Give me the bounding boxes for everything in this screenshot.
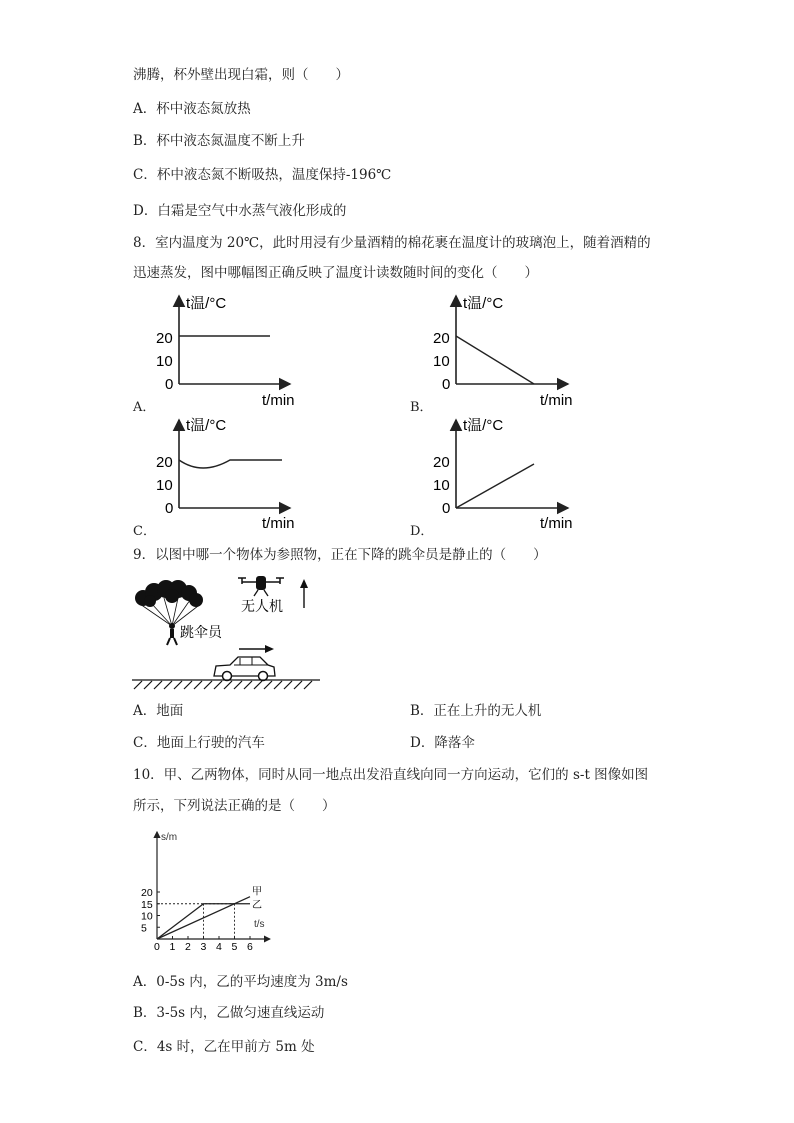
q9-option-d: D．降落伞 [410, 735, 475, 751]
x-tick-label: 2 [185, 941, 191, 953]
q9-figure [130, 568, 330, 690]
q7-option-d: D．白霜是空气中水蒸气液化形成的 [133, 203, 347, 219]
y-axis-label: t温/°C [463, 417, 504, 434]
y-tick-label: 5 [141, 922, 147, 935]
x-axis-label: t/min [262, 392, 295, 409]
q8-graph-d [408, 410, 608, 534]
q9-stem: 9．以图中哪一个物体为参照物，正在下降的跳伞员是静止的（ ） [133, 547, 547, 563]
y-axis-label: t温/°C [463, 295, 504, 312]
up-arrow-icon [300, 579, 308, 608]
tick-0: 0 [442, 500, 451, 517]
tick-20: 20 [156, 454, 173, 471]
q8-label-a: A． [133, 400, 156, 415]
x-tick-label: 6 [247, 941, 253, 953]
q8-label-d: D． [410, 524, 434, 539]
y-axis-label: t温/°C [186, 295, 227, 312]
tick-0: 0 [442, 376, 451, 393]
tick-10: 10 [156, 353, 173, 370]
jumper-label: 跳伞员 [180, 624, 222, 640]
q10-option-c: C．4s 时，乙在甲前方 5m 处 [133, 1039, 315, 1055]
series-label-yi: 乙 [252, 899, 262, 911]
q8-graph-b [408, 290, 608, 412]
x-tick-label: 5 [231, 941, 238, 953]
q10-option-a: A．0-5s 内，乙的平均速度为 3m/s [133, 974, 348, 990]
x-tick-label: 4 [216, 941, 222, 953]
tick-20: 20 [156, 330, 173, 347]
q9-option-b: B．正在上升的无人机 [410, 703, 542, 719]
drone-label: 无人机 [241, 598, 283, 614]
q10-stem-line2: 所示，下列说法正确的是（ ） [133, 798, 336, 814]
x-axis-label: t/s [254, 919, 265, 930]
x-tick-label: 1 [169, 941, 176, 953]
ground [132, 680, 320, 689]
q9-option-a: A．地面 [133, 703, 184, 719]
tick-0: 0 [165, 376, 174, 393]
q8-graph-a [130, 290, 330, 412]
q7-stem: 沸腾，杯外壁出现白霜，则（ ） [133, 67, 349, 83]
y-tick-label: 20 [141, 887, 153, 899]
temp-curve [179, 460, 282, 468]
temp-curve [456, 464, 534, 508]
tick-20: 20 [433, 454, 450, 471]
q7-option-a: A．杯中液态氮放热 [133, 101, 251, 117]
x-axis-label: t/min [262, 515, 295, 532]
tick-10: 10 [433, 477, 450, 494]
x-axis-label: t/min [540, 392, 573, 409]
x-tick-label: 3 [200, 941, 207, 953]
q10-option-b: B．3-5s 内，乙做匀速直线运动 [133, 1005, 325, 1021]
tick-10: 10 [156, 477, 173, 494]
jumper-icon [167, 623, 177, 645]
tick-20: 20 [433, 330, 450, 347]
right-arrow-icon [239, 645, 274, 653]
drone-icon [238, 576, 284, 596]
car-icon [214, 657, 275, 681]
y-axis-label: t温/°C [186, 417, 227, 434]
q8-label-b: B． [410, 400, 433, 415]
q7-option-b: B．杯中液态氮温度不断上升 [133, 133, 305, 149]
q10-st-chart [132, 826, 302, 956]
y-tick-label: 10 [141, 910, 153, 923]
y-tick-label: 15 [141, 898, 153, 911]
tick-10: 10 [433, 353, 450, 370]
x-tick-label: 0 [154, 941, 160, 953]
q8-label-c: C． [133, 524, 156, 539]
q8-stem-line2: 迅速蒸发，图中哪幅图正确反映了温度计读数随时间的变化（ ） [133, 265, 538, 281]
series-label-jia: 甲 [252, 886, 262, 898]
q10-stem-line1: 10．甲、乙两物体，同时从同一地点出发沿直线向同一方向运动，它们的 s-t 图像如图 [133, 767, 649, 783]
temp-curve [456, 336, 534, 384]
q8-graph-c [130, 410, 330, 534]
q9-option-c: C．地面上行驶的汽车 [133, 735, 265, 751]
x-axis-label: t/min [540, 515, 573, 532]
y-axis-label: s/m [161, 832, 178, 843]
q8-stem-line1: 8．室内温度为 20℃，此时用浸有少量酒精的棉花裹在温度计的玻璃泡上，随着酒精的 [133, 235, 651, 251]
q7-option-c: C．杯中液态氮不断吸热，温度保持-196℃ [133, 167, 392, 183]
tick-0: 0 [165, 500, 174, 517]
parachute-icon [135, 580, 203, 607]
